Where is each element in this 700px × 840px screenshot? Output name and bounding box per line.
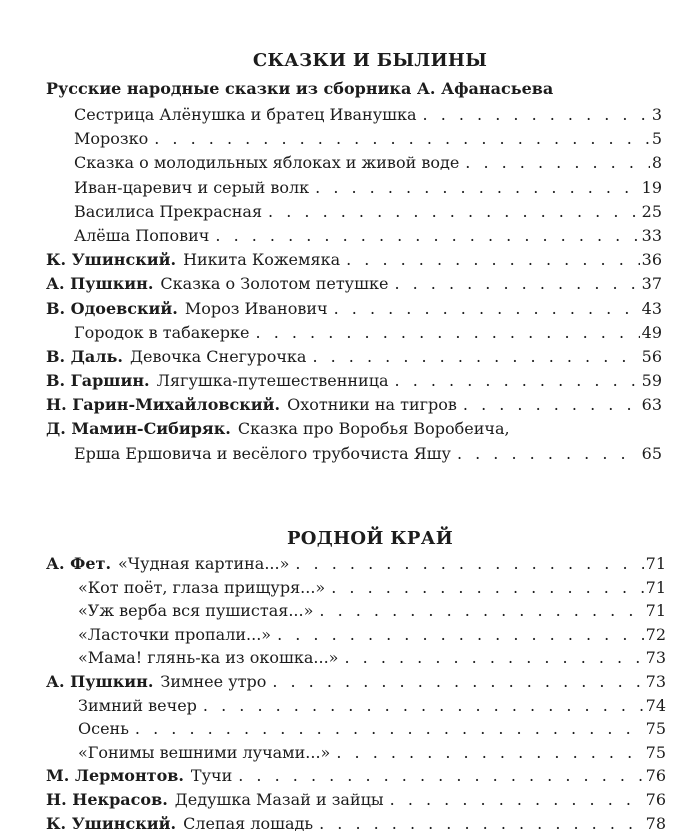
toc-entry-author: К. Ушинский. bbox=[46, 250, 177, 270]
toc-list-fairy-tales bbox=[46, 103, 662, 466]
dot-leader bbox=[390, 788, 644, 812]
dot-leader bbox=[272, 670, 643, 694]
dot-leader bbox=[215, 224, 639, 248]
toc-entry-page: 43 bbox=[641, 298, 662, 318]
toc-entry-title: Осень bbox=[78, 719, 129, 739]
toc-entry bbox=[46, 272, 662, 296]
toc-entry-title: «Уж верба вся пушистая...» bbox=[78, 601, 314, 621]
toc-entry-title: Девочка Снегурочка bbox=[129, 346, 307, 366]
toc-entry-author: В. Гаршин. bbox=[46, 371, 150, 391]
toc-entry bbox=[46, 576, 666, 600]
dot-leader bbox=[394, 272, 639, 296]
dot-leader bbox=[277, 623, 644, 647]
dot-leader bbox=[336, 741, 643, 765]
toc-entry-page: 36 bbox=[641, 250, 662, 270]
toc-entry-page: 73 bbox=[645, 671, 666, 691]
toc-entry-title: Морозко bbox=[74, 129, 149, 149]
toc-entry-page: 8 bbox=[651, 153, 662, 173]
toc-entry bbox=[46, 345, 662, 369]
toc-entry-author: В. Одоевский. bbox=[46, 298, 178, 318]
toc-entry-page: 78 bbox=[645, 813, 666, 833]
toc-entry-page: 65 bbox=[641, 443, 662, 463]
dot-leader bbox=[423, 103, 650, 127]
toc-entry-title: Иван-царевич и серый волк bbox=[74, 177, 310, 197]
toc-entry-title: Охотники на тигров bbox=[287, 395, 457, 415]
toc-entry-page: 19 bbox=[641, 177, 662, 197]
dot-leader bbox=[319, 599, 643, 623]
toc-entry bbox=[46, 717, 666, 741]
dot-leader bbox=[344, 646, 643, 670]
toc-entry-title: «Ласточки пропали...» bbox=[78, 624, 272, 644]
section-subheading: Русские народные сказки из сборника А. Афанасьева bbox=[46, 79, 554, 98]
toc-entry bbox=[46, 200, 662, 224]
toc-entry bbox=[46, 224, 662, 248]
dot-leader bbox=[238, 764, 643, 788]
section-title-fairy-tales: СКАЗКИ И БЫЛИНЫ bbox=[252, 50, 488, 71]
toc-entry bbox=[46, 369, 662, 393]
toc-entry bbox=[46, 321, 662, 345]
toc-entry-title: «Чудная картина...» bbox=[118, 554, 290, 573]
dot-leader bbox=[331, 576, 643, 600]
toc-entry-title: Городок в табакерке bbox=[74, 322, 250, 342]
dot-leader bbox=[346, 248, 640, 272]
toc-entry-page: 37 bbox=[641, 274, 662, 294]
toc-entry-page: 71 bbox=[645, 577, 666, 597]
dot-leader bbox=[315, 176, 639, 200]
toc-entry-title: Дедушка Мазай и зайцы bbox=[174, 789, 384, 809]
toc-entry-page: 59 bbox=[641, 371, 662, 391]
toc-entry bbox=[46, 646, 666, 670]
toc-entry-page: 75 bbox=[645, 742, 666, 762]
toc-entry-page: 3 bbox=[651, 105, 662, 124]
toc-entry bbox=[46, 788, 666, 812]
toc-entry bbox=[46, 764, 666, 788]
toc-entry bbox=[46, 552, 666, 576]
toc-entry-page: 63 bbox=[641, 395, 662, 415]
toc-entry-title: Зимний вечер bbox=[78, 695, 197, 715]
toc-entry-page: 76 bbox=[645, 789, 666, 809]
toc-entry-author: А. Пушкин. bbox=[46, 274, 154, 294]
section-title-native-land: РОДНОЙ КРАЙ bbox=[286, 528, 454, 549]
dot-leader bbox=[395, 369, 640, 393]
dot-leader bbox=[203, 694, 644, 718]
toc-entry-title: Никита Кожемяка bbox=[183, 250, 341, 270]
toc-entry bbox=[46, 812, 666, 836]
toc-entry bbox=[46, 623, 666, 647]
toc-entry-author: А. Фет. bbox=[46, 554, 112, 573]
toc-entry bbox=[46, 694, 666, 718]
toc-entry-title: «Гонимы вешними лучами...» bbox=[78, 742, 331, 762]
toc-entry-page: 56 bbox=[641, 346, 662, 366]
toc-entry-page: 72 bbox=[645, 624, 666, 644]
toc-entry bbox=[46, 176, 662, 200]
toc-entry-title: Тучи bbox=[190, 766, 233, 786]
toc-entry-page: 49 bbox=[641, 322, 662, 342]
toc-entry-author: А. Пушкин. bbox=[46, 671, 154, 691]
toc-entry-page: 71 bbox=[645, 554, 666, 573]
toc-entry-title: Мороз Иванович bbox=[184, 298, 328, 318]
dot-leader bbox=[256, 321, 640, 345]
toc-entry-page: 73 bbox=[645, 648, 666, 668]
dot-leader bbox=[312, 345, 639, 369]
toc-entry-author: Д. Мамин-Сибиряк. bbox=[46, 419, 231, 439]
toc-entry-title: Алёша Попович bbox=[74, 225, 210, 245]
dot-leader bbox=[463, 393, 640, 417]
toc-entry-continuation bbox=[46, 442, 662, 466]
toc-entry-title: «Мама! глянь-ка из окошка...» bbox=[78, 648, 339, 668]
toc-entry-author: М. Лермонтов. bbox=[46, 766, 184, 786]
toc-entry-title: Слепая лошадь bbox=[183, 813, 314, 833]
toc-entry-page: 5 bbox=[651, 129, 662, 149]
dot-leader bbox=[465, 151, 650, 175]
dot-leader bbox=[135, 717, 644, 741]
toc-entry-title: «Кот поёт, глаза прищуря...» bbox=[78, 577, 326, 597]
toc-entry-author: К. Ушинский. bbox=[46, 813, 177, 833]
toc-entry-page: 75 bbox=[645, 719, 666, 739]
toc-entry-author: В. Даль. bbox=[46, 346, 123, 366]
toc-entry-title: Лягушка-путешественница bbox=[156, 371, 389, 391]
toc-entry-page: 71 bbox=[645, 601, 666, 621]
toc-entry bbox=[46, 741, 666, 765]
toc-entry-page: 33 bbox=[641, 225, 662, 245]
toc-entry bbox=[46, 599, 666, 623]
toc-entry-title: Сказка о молодильных яблоках и живой воде bbox=[74, 153, 460, 173]
dot-leader bbox=[457, 442, 640, 466]
dot-leader bbox=[319, 812, 644, 836]
dot-leader bbox=[334, 297, 640, 321]
toc-entry bbox=[46, 151, 662, 175]
toc-entry-author: Н. Гарин-Михайловский. bbox=[46, 395, 281, 415]
toc-list-native-land bbox=[46, 552, 666, 835]
dot-leader bbox=[154, 127, 650, 151]
toc-entry-title: Сестрица Алёнушка и братец Иванушка bbox=[74, 105, 417, 124]
toc-entry-title: Сказка про Воробья Воробеича, bbox=[237, 419, 510, 439]
toc-entry-page: 76 bbox=[645, 766, 666, 786]
toc-entry-page: 25 bbox=[641, 201, 662, 221]
toc-entry bbox=[46, 670, 666, 694]
toc-entry bbox=[46, 127, 662, 151]
toc-entry bbox=[46, 248, 662, 272]
toc-entry-title: Зимнее утро bbox=[160, 671, 267, 691]
toc-entry-author: Н. Некрасов. bbox=[46, 789, 168, 809]
toc-entry bbox=[46, 103, 662, 127]
toc-entry-title: Василиса Прекрасная bbox=[74, 201, 263, 221]
toc-entry-title: Сказка о Золотом петушке bbox=[160, 274, 389, 294]
toc-entry-title-continuation: Ерша Ершовича и весёлого трубочиста Яшу bbox=[74, 443, 451, 463]
dot-leader bbox=[268, 200, 640, 224]
toc-entry bbox=[46, 417, 662, 441]
toc-entry-page: 74 bbox=[645, 695, 666, 715]
dot-leader bbox=[295, 552, 643, 576]
toc-entry bbox=[46, 393, 662, 417]
toc-entry bbox=[46, 297, 662, 321]
